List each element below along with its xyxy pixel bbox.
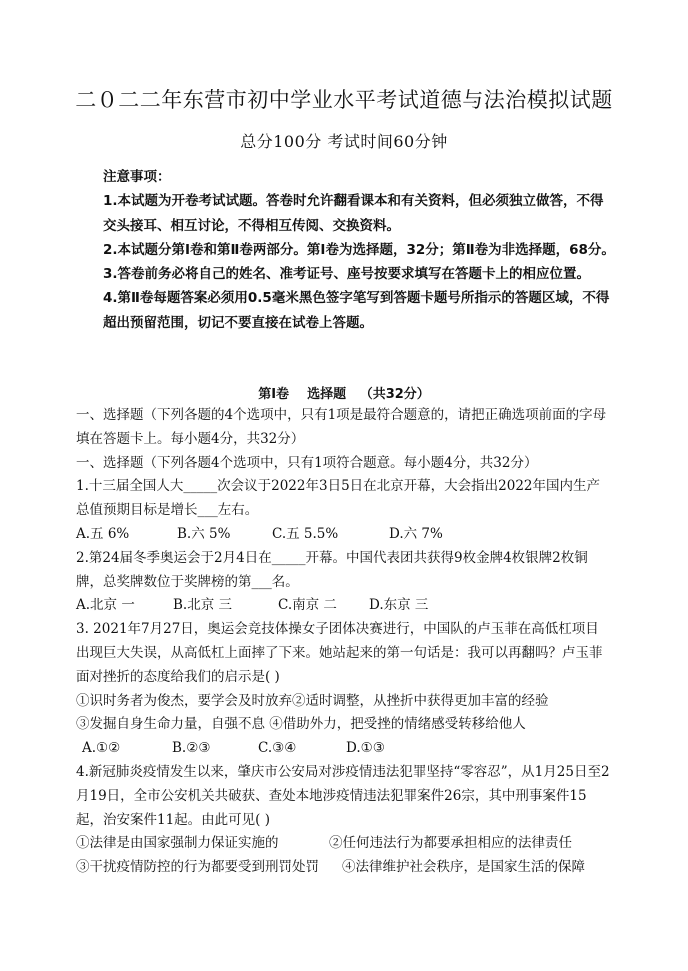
question-body xyxy=(76,404,612,880)
option: B.②③ xyxy=(172,740,211,757)
exam-subtitle: 总分100分 考试时间60分钟 xyxy=(240,132,448,151)
statement-line: ③发掘自身生命力量，自强不息 ④借助外力，把受挫的情绪感受转移给他人 xyxy=(76,716,526,733)
note-item: 1.本试题为开卷考试试题。答卷时允许翻看课本和有关资料，但必须独立做答，不得交头接耳、相互讨论，不得相互传阅、交换资料。 xyxy=(103,193,604,234)
option: B.北京 三 xyxy=(173,597,233,614)
note-item: 3.答卷前务必将自己的姓名、准考证号、座号按要求填写在答题卡上的相应位置。 xyxy=(103,266,591,283)
option: B.六 5% xyxy=(177,525,231,542)
statement: ③干扰疫情防控的行为都要受到刑罚处罚 xyxy=(76,859,319,876)
option-row xyxy=(76,594,612,618)
option-row xyxy=(76,737,612,761)
note-item: 2.本试题分第Ⅰ卷和第Ⅱ卷两部分。第Ⅰ卷为选择题，32分；第Ⅱ卷为非选择题，68分。 xyxy=(103,241,615,258)
option: D.东京 三 xyxy=(369,597,429,614)
instructions-text: 一、选择题（下列各题4个选项中，只有1项符合题意。每小题4分，共32分） xyxy=(76,454,538,471)
question-stem: 1.十三届全国人大_____次会议于2022年3日5日在北京开幕，大会指出2022年国内生产总值预期目标是增长___左右。 xyxy=(76,478,601,519)
notes-heading: 注意事项： xyxy=(103,169,171,185)
statement: ④法律维护社会秩序，是国家生活的保障 xyxy=(342,859,585,876)
question-stem: 2.第24届冬季奥运会于2月4日在_____开幕。中国代表团共获得9枚金牌4枚银牌2枚铜牌，总奖牌数位于奖牌榜的第___名。 xyxy=(76,549,588,590)
question-stem: 4.新冠肺炎疫情发生以来，肇庆市公安局对涉疫情违法犯罪坚持“零容忍”，从1月25日至2月19日，全市公安机关共破获、查处本地涉疫情违法犯罪案件26宗，其中刑事案件15起，治安案件11起。由此可见( ) xyxy=(76,763,610,828)
statement-row xyxy=(76,856,612,880)
exam-title: 二０二二年东营市初中学业水平考试道德与法治模拟试题 xyxy=(75,88,613,112)
instructions-text: 一、选择题（下列各题的4个选项中，只有1项是最符合题意的，请把正确选项前面的字母填在答题卡上。每小题4分，共32分） xyxy=(76,407,607,447)
notes-section xyxy=(103,165,615,335)
option-row xyxy=(76,523,612,547)
option: D.六 7% xyxy=(389,525,443,542)
question-stem: 3. 2021年7月27日，奥运会竞技体操女子团体决赛进行，中国队的卢玉菲在高低杠项目出现巨大失误，从高低杠上面摔了下来。她站起来的第一句话是：我可以再翻吗？卢玉菲面对挫折的态度给我们的启示是( ) xyxy=(76,621,603,685)
option: D.①③ xyxy=(346,740,385,757)
option: C.③④ xyxy=(258,740,297,757)
statement-row xyxy=(76,832,612,856)
statement: ①法律是由国家强制力保证实施的 xyxy=(76,835,279,852)
option: A.北京 一 xyxy=(76,597,135,614)
option: C.南京 二 xyxy=(278,597,337,614)
section-heading: 第Ⅰ卷 选择题 （共32分） xyxy=(258,387,430,402)
option: A.①② xyxy=(82,740,121,757)
option: A.五 6% xyxy=(76,525,130,542)
statement: ②任何违法行为都要承担相应的法律责任 xyxy=(329,835,572,852)
option: C.五 5.5% xyxy=(272,525,339,542)
note-item: 4.第Ⅱ卷每题答案必须用0.5毫米黑色签字笔写到答题卡题号所指示的答题区域，不得超出预留范围，切记不要直接在试卷上答题。 xyxy=(103,290,610,331)
statement-line: ①识时务者为俊杰，要学会及时放弃②适时调整，从挫折中获得更加丰富的经验 xyxy=(76,692,549,709)
